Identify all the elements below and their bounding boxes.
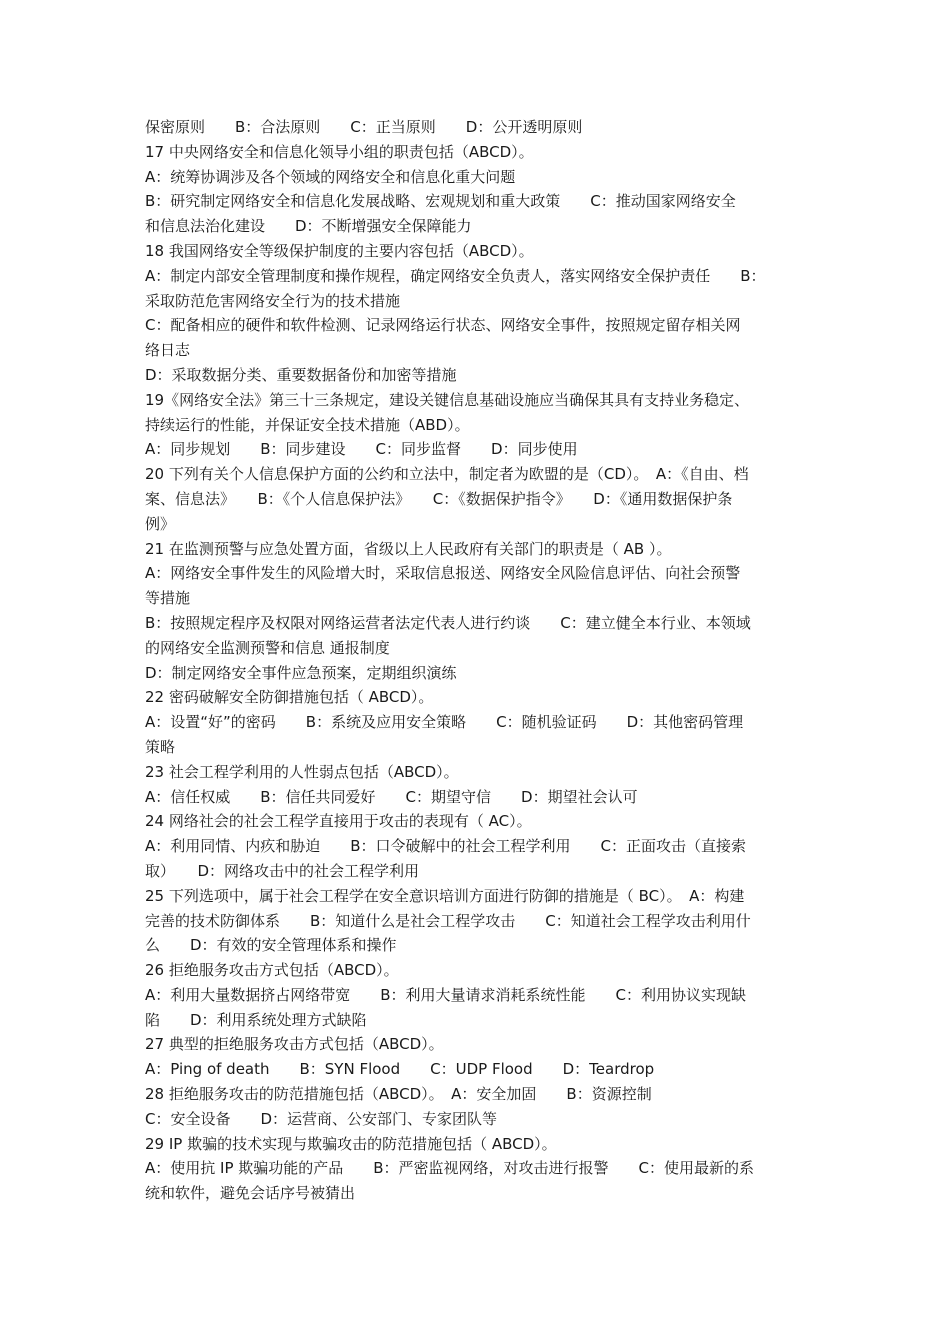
question-line: 24 网络社会的社会工程学直接用于攻击的表现有（ AC）。 [145, 812, 532, 831]
question-line: 21 在监测预警与应急处置方面，省级以上人民政府有关部门的职责是（ AB ）。 [145, 539, 672, 558]
text-line: 例》 [145, 514, 176, 533]
text-line: C：配备相应的硬件和软件检测、记录网络运行状态、网络安全事件，按照规定留存相关网 [145, 316, 741, 335]
text-line: 的网络安全监测预警和信息 通报制度 [145, 638, 390, 657]
text-line: 策略 [145, 737, 176, 756]
text-line: 等措施 [145, 589, 191, 608]
text-line: A：同步规划 B：同步建设 C：同步监督 D：同步使用 [145, 440, 578, 459]
question-line: 23 社会工程学利用的人性弱点包括（ABCD）。 [145, 762, 459, 781]
text-line: 完善的技术防御体系 B：知道什么是社会工程学攻击 C：知道社会工程学攻击利用什 [145, 911, 751, 930]
text-line: D：采取数据分类、重要数据备份和加密等措施 [145, 365, 457, 384]
text-line: C：安全设备 D：运营商、公安部门、专家团队等 [145, 1109, 498, 1128]
question-line: 29 IP 欺骗的技术实现与欺骗攻击的防范措施包括（ ABCD）。 [145, 1134, 557, 1153]
text-line: 陷 D：利用系统处理方式缺陷 [145, 1010, 367, 1029]
question-line: 22 密码破解安全防御措施包括（ ABCD）。 [145, 688, 434, 707]
text-line: A：网络安全事件发生的风险增大时，采取信息报送、网络安全风险信息评估、向社会预警 [145, 564, 741, 583]
question-line: 26 拒绝服务攻击方式包括（ABCD）。 [145, 961, 399, 980]
text-line: A：Ping of death B：SYN Flood C：UDP Flood D：Teardrop [145, 1060, 655, 1079]
text-line: 络日志 [145, 341, 191, 360]
text-line: A：使用抗 IP 欺骗功能的产品 B：严密监视网络，对攻击进行报警 C：使用最新的系 [145, 1159, 755, 1178]
text-line: 持续运行的性能，并保证安全技术措施（ABD）。 [145, 415, 470, 434]
text-line: A：信任权威 B：信任共同爱好 C：期望守信 D：期望社会认可 [145, 787, 638, 806]
question-line: 18 我国网络安全等级保护制度的主要内容包括（ABCD）。 [145, 241, 534, 260]
text-line: 取） D：网络攻击中的社会工程学利用 [145, 861, 420, 880]
question-line: 17 中央网络安全和信息化领导小组的职责包括（ABCD）。 [145, 142, 534, 161]
text-line: A：制定内部安全管理制度和操作规程，确定网络安全负责人，落实网络安全保护责任 B： [145, 266, 766, 285]
text-line: A：利用大量数据挤占网络带宽 B：利用大量请求消耗系统性能 C：利用协议实现缺 [145, 985, 747, 1004]
text-line: A：利用同情、内疚和胁迫 B：口令破解中的社会工程学利用 C：正面攻击（直接索 [145, 837, 747, 856]
text-line: D：制定网络安全事件应急预案，定期组织演练 [145, 663, 457, 682]
question-line: 20 下列有关个人信息保护方面的公约和立法中，制定者为欧盟的是（CD）。 A：《自由、档 [145, 465, 749, 484]
text-line: 保密原则 B：合法原则 C：正当原则 D：公开透明原则 [145, 118, 583, 136]
question-line: 27 典型的拒绝服务攻击方式包括（ABCD）。 [145, 1035, 444, 1054]
text-line: A：统筹协调涉及各个领域的网络安全和信息化重大问题 [145, 167, 516, 186]
text-line: A：设置“好”的密码 B：系统及应用安全策略 C：随机验证码 D：其他密码管理 [145, 713, 744, 732]
text-line: 和信息法治化建设 D：不断增强安全保障能力 [145, 217, 472, 236]
text-line: B：研究制定网络安全和信息化发展战略、宏观规划和重大政策 C：推动国家网络安全 [145, 192, 736, 211]
text-line: 案、信息法》 B：《个人信息保护法》 C：《数据保护指令》 D：《通用数据保护条 [145, 489, 733, 508]
text-line: 么 D：有效的安全管理体系和操作 [145, 936, 397, 955]
text-line: 采取防范危害网络安全行为的技术措施 [145, 291, 401, 310]
question-line: 19《网络安全法》第三十三条规定，建设关键信息基础设施应当确保其具有支持业务稳定、 [145, 390, 750, 409]
question-line: 25 下列选项中，属于社会工程学在安全意识培训方面进行防御的措施是（ BC）。 A：构建 [145, 886, 745, 905]
document-page [145, 115, 810, 1206]
question-line: 28 拒绝服务攻击的防范措施包括（ABCD）。 A：安全加固 B：资源控制 [145, 1085, 652, 1104]
text-line: B：按照规定程序及权限对网络运营者法定代表人进行约谈 C：建立健全本行业、本领域 [145, 613, 751, 632]
text-line: 统和软件，避免会话序号被猜出 [145, 1184, 356, 1203]
